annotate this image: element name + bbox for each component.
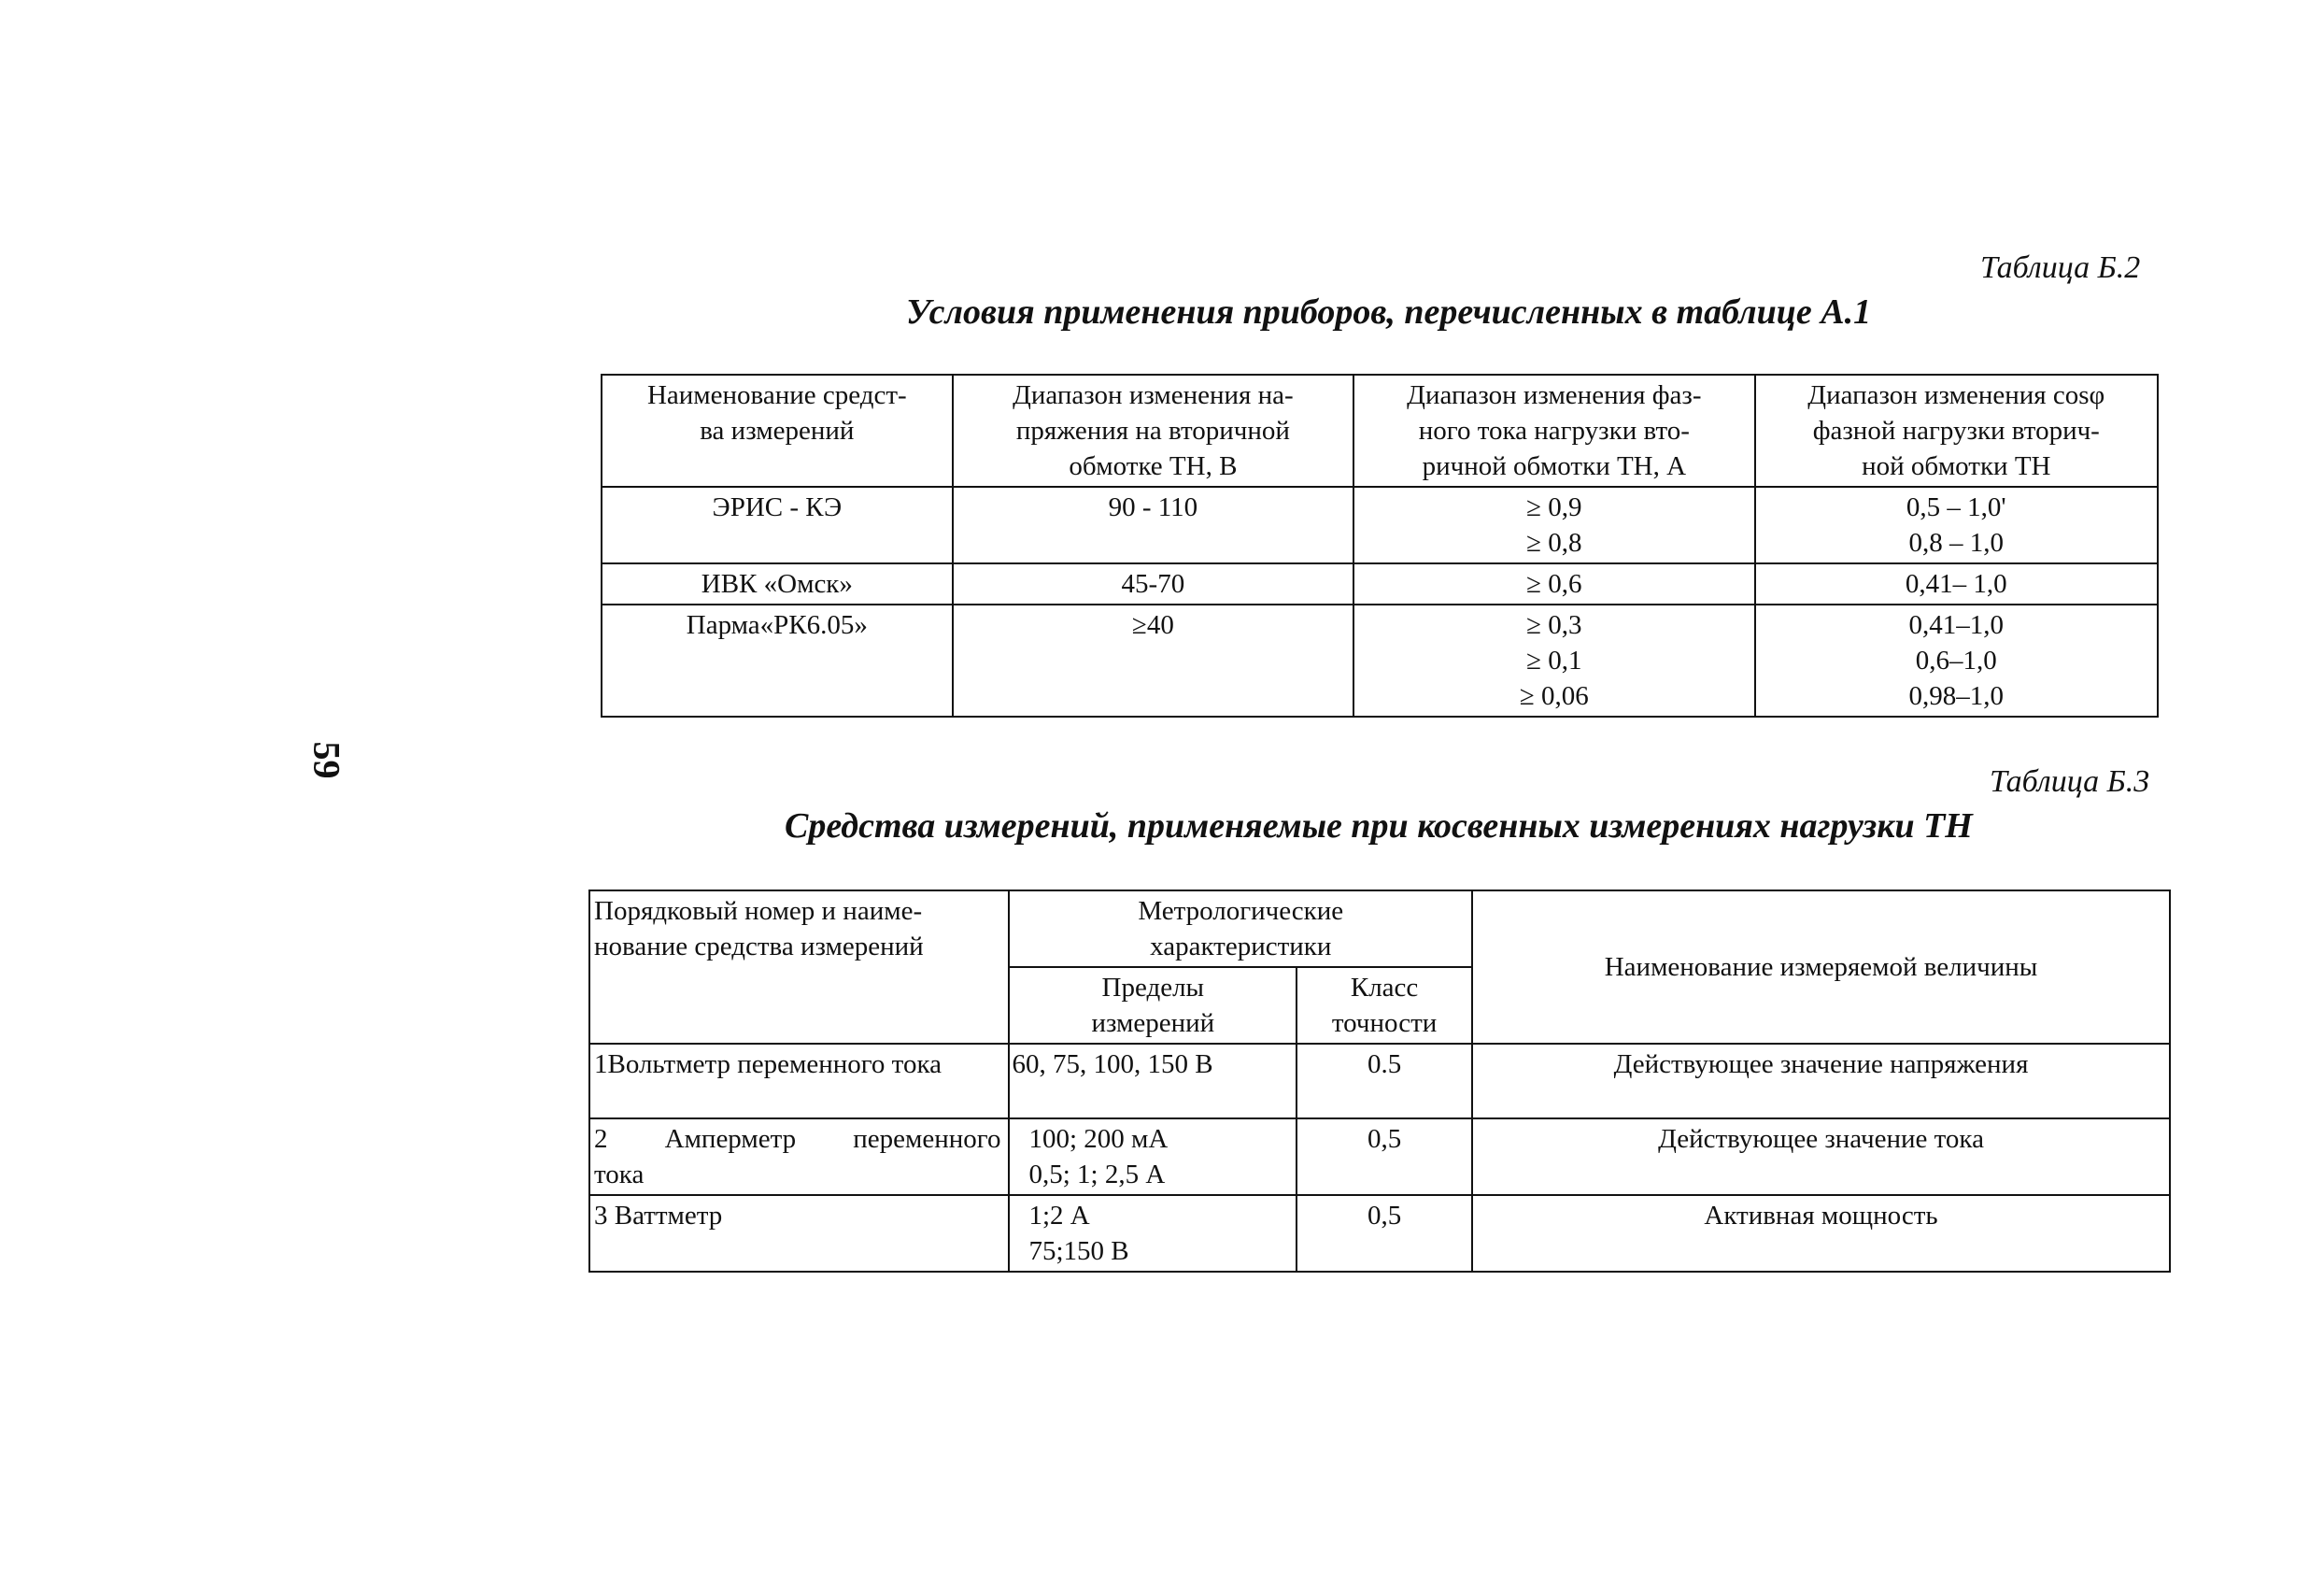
- accuracy-class: 0,5: [1297, 1118, 1472, 1195]
- table-b3-title: Средства измерений, применяемые при косвенных измерениях нагрузки ТН: [785, 806, 1973, 846]
- device-name: ЭРИС - КЭ: [602, 487, 953, 563]
- accuracy-class: 0,5: [1297, 1195, 1472, 1272]
- table-b3-header-row: [589, 890, 2170, 967]
- voltage-range: 45-70: [953, 563, 1353, 605]
- table-b2-header-voltage: Диапазон изменения на- пряжения на вторичной обмотке ТН, В: [953, 375, 1353, 487]
- table-row: [589, 1118, 2170, 1195]
- measurement-limits: 1;2 А 75;150 В: [1009, 1195, 1297, 1272]
- instrument-name: 3 Ваттметр: [589, 1195, 1009, 1272]
- table-b2-header-name: Наименование средст- ва измерений: [602, 375, 953, 487]
- table-b2-title: Условия применения приборов, перечисленных в таблице А.1: [906, 292, 1872, 332]
- accuracy-class: 0.5: [1297, 1044, 1472, 1118]
- table-b2-caption: Таблица Б.2: [1980, 250, 2141, 285]
- table-row: [602, 605, 2158, 717]
- table-row: [602, 563, 2158, 605]
- measurement-limits: 100; 200 мА 0,5; 1; 2,5 А: [1009, 1118, 1297, 1195]
- voltage-range: 90 - 110: [953, 487, 1353, 563]
- current-range: ≥ 0,3 ≥ 0,1 ≥ 0,06: [1353, 605, 1754, 717]
- device-name: ИВК «Омск»: [602, 563, 953, 605]
- cos-range: 0,41–1,0 0,6–1,0 0,98–1,0: [1755, 605, 2158, 717]
- table-b2-header-current: Диапазон изменения фаз- ного тока нагрузки вто- ричной обмотки ТН, А: [1353, 375, 1754, 487]
- device-name: Парма«РК6.05»: [602, 605, 953, 717]
- table-row: [589, 1044, 2170, 1118]
- table-b2-header-row: [602, 375, 2158, 487]
- table-b3: [588, 890, 2171, 1273]
- measurement-limits: 60, 75, 100, 150 В: [1009, 1044, 1297, 1118]
- table-b2: [601, 374, 2159, 718]
- cos-range: 0,5 – 1,0' 0,8 – 1,0: [1755, 487, 2158, 563]
- current-range: ≥ 0,9 ≥ 0,8: [1353, 487, 1754, 563]
- instrument-name: 1Вольтметр переменного тока: [589, 1044, 1009, 1118]
- table-b3-header-name: Порядковый номер и наиме- нование средства измерений: [589, 890, 1009, 1044]
- voltage-range: ≥40: [953, 605, 1353, 717]
- current-range: ≥ 0,6: [1353, 563, 1754, 605]
- measured-quantity: Активная мощность: [1472, 1195, 2170, 1272]
- table-b2-header-cos: Диапазон изменения cosφ фазной нагрузки вторич- ной обмотки ТН: [1755, 375, 2158, 487]
- page-number: 59: [305, 741, 348, 779]
- table-b3-header-limits: Пределы измерений: [1009, 967, 1297, 1044]
- table-row: [589, 1195, 2170, 1272]
- table-b3-caption: Таблица Б.3: [1990, 764, 2150, 799]
- table-row: [602, 487, 2158, 563]
- cos-range: 0,41– 1,0: [1755, 563, 2158, 605]
- instrument-name: 2 Амперметр переменного тока: [589, 1118, 1009, 1195]
- measured-quantity: Действующее значение напряжения: [1472, 1044, 2170, 1118]
- table-b3-header-quantity: Наименование измеряемой величины: [1472, 890, 2170, 1044]
- measured-quantity: Действующее значение тока: [1472, 1118, 2170, 1195]
- table-b3-header-accuracy: Класс точности: [1297, 967, 1472, 1044]
- table-b3-header-metrology: Метрологические характеристики: [1009, 890, 1472, 967]
